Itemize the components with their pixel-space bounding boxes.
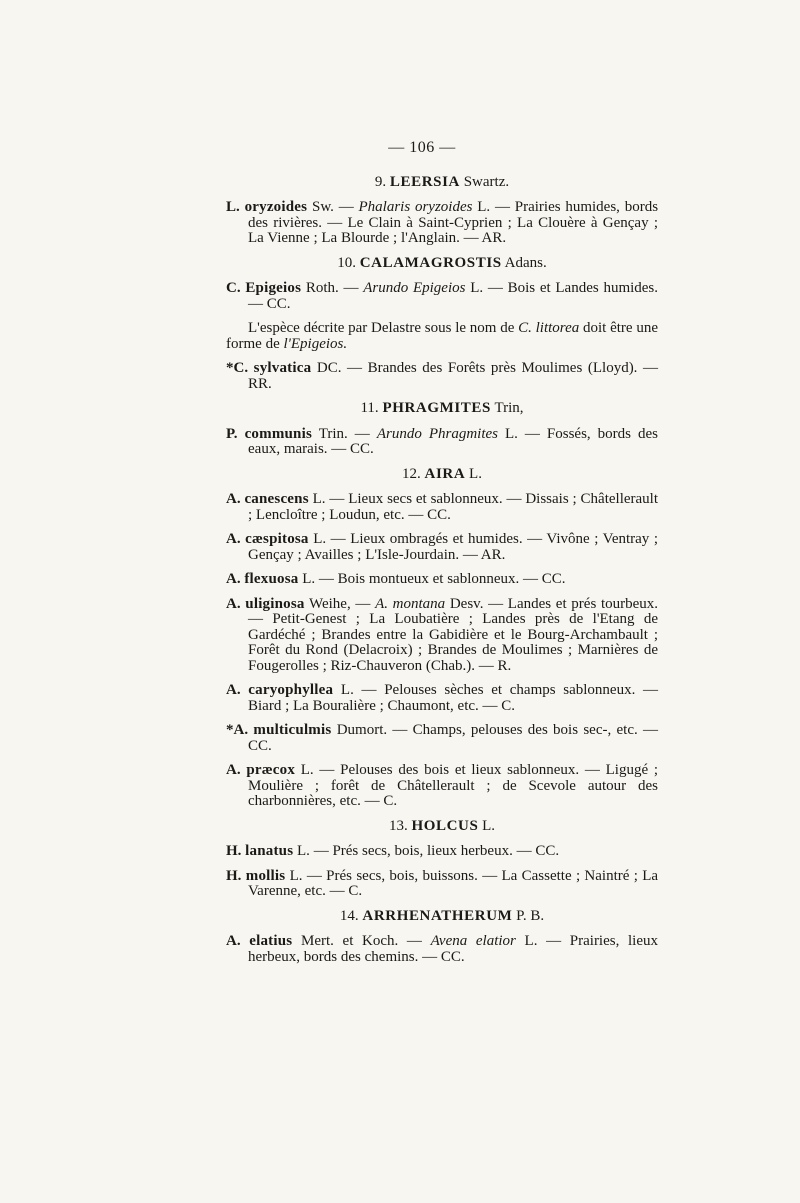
species-author: DC. (316, 360, 342, 376)
genus-number: 11. (360, 400, 379, 416)
habitat-locality: — Fossés, bords des eaux, marais. — CC. (248, 425, 659, 457)
species-name: flexuosa (244, 571, 299, 587)
species-author: Weihe, (309, 595, 351, 612)
genus-number: 13. (388, 817, 408, 834)
species-entry (226, 683, 658, 714)
synonym: Phalaris oryzoides (358, 199, 473, 215)
dash: — (338, 280, 364, 296)
genus-heading (226, 175, 658, 191)
genus-author: L. (469, 465, 482, 482)
genus-abbreviation: P. (226, 425, 238, 442)
genus-name: AIRA (424, 465, 466, 482)
note-italic: l'Epigeios. (283, 335, 348, 352)
habitat-locality: — Landes et prés tourbeux. — Petit-Genest ; La Loubatière ; Landes près de l'Etang de Gardéché ; Brandes entre la Gabidière et le Bourg-Archambault ; Forêt du Rond (Delacroix) ; Brandes de Moulimes ; Marnières de Fougerolles ; Riz-Chauveron (Chab.). — R. (248, 595, 659, 674)
species-name: elatius (249, 933, 293, 949)
star-marker: * (226, 360, 234, 376)
species-author: L. (297, 843, 310, 859)
species-name: præcox (246, 762, 296, 778)
genus-abbreviation: A. (226, 933, 241, 949)
habitat-locality: — Prés secs, bois, lieux herbeux. — CC. (309, 843, 560, 859)
species-name: uliginosa (245, 595, 305, 612)
genus-name: ARRHENATHERUM (362, 907, 513, 924)
genus-number: 14. (339, 907, 359, 924)
note-italic: C. littorea (518, 320, 580, 336)
genus-author: P. B. (516, 907, 545, 924)
species-name: caryophyllea (248, 682, 334, 698)
dash: — (350, 595, 376, 612)
genus-heading (226, 909, 658, 925)
genus-abbreviation: A. (226, 595, 241, 612)
genus-abbreviation: A. (233, 722, 249, 738)
species-author: L. (313, 531, 327, 547)
genus-name: HOLCUS (411, 817, 479, 834)
species-entry (226, 492, 658, 523)
habitat-locality: — Brandes des Forêts près Moulimes (Lloyd). — RR. (248, 360, 658, 392)
habitat-locality: — Pelouses des bois et lieux sablonneux. — Ligugé ; Moulière ; forêt de Châtellerault ; de Scevole autour des charbonnières, etc. — C. (248, 762, 659, 809)
species-entry (226, 572, 658, 588)
species-name: mollis (245, 867, 286, 884)
genus-number: 9. (374, 173, 387, 190)
dash: — (347, 425, 377, 442)
synonym-author: L. (497, 425, 518, 442)
habitat-locality: — Prairies humides, bords des rivières. — Le Clain à Saint-Cyprien ; La Clouère à Gençay ; La Vienne ; La Blourde ; l'Anglain. — AR. (248, 199, 659, 246)
species-author: Roth. (305, 280, 339, 296)
habitat-locality: — Bois et Landes humides. — CC. (248, 280, 659, 312)
note-paragraph (226, 321, 658, 352)
species-author: Mert. et Koch. (300, 933, 399, 949)
habitat-locality: — Bois montueux et sablonneux. — CC. (315, 571, 566, 587)
species-author: L. (302, 571, 316, 587)
species-entry (226, 281, 658, 312)
habitat-locality: — Champs, pelouses des bois sec-, etc. — CC. (248, 722, 659, 754)
species-author: Dumort. (336, 722, 388, 738)
genus-abbreviation: C. (226, 280, 241, 296)
habitat-locality: — Prairies, lieux herbeux, bords des chemins. — CC. (248, 933, 658, 965)
species-entry (226, 597, 658, 675)
synonym-author: L. (465, 280, 484, 296)
species-entry (226, 723, 658, 754)
species-name: canescens (244, 491, 309, 507)
genus-heading (226, 401, 658, 417)
synonym: A. montana (375, 595, 446, 612)
synonym-author: L. (472, 199, 491, 215)
species-author: L. (289, 867, 303, 884)
star-marker: * (226, 722, 234, 738)
species-name: cæspitosa (245, 531, 309, 547)
genus-heading (226, 256, 658, 272)
note-text: L'espèce décrite par Delastre sous le nom de (248, 320, 519, 336)
species-name: communis (244, 425, 312, 442)
genus-author: Swartz. (463, 173, 510, 190)
genus-name: PHRAGMITES (382, 400, 491, 416)
genus-abbreviation: H. (226, 867, 242, 884)
genus-abbreviation: H. (226, 843, 242, 859)
page-number: — 106 — (388, 139, 456, 156)
genus-author: Adans. (504, 254, 547, 271)
dash: — (333, 199, 359, 215)
species-name: oryzoides (244, 199, 308, 215)
synonym: Arundo Epigeios (363, 280, 466, 296)
genus-abbreviation: A. (226, 682, 241, 698)
species-entry (226, 532, 658, 563)
genus-number: 12. (402, 465, 421, 482)
habitat-locality: — Pelouses sèches et champs sablonneux. — Biard ; La Bouralière ; Chaumont, etc. — C. (248, 682, 659, 714)
genus-abbreviation: A. (226, 762, 241, 778)
species-name: multiculmis (253, 722, 332, 738)
genus-name: LEERSIA (389, 173, 460, 190)
species-author: Trin. (318, 425, 348, 442)
genus-abbreviation: A. (226, 491, 241, 507)
species-author: L. (340, 682, 354, 698)
synonym-author: Desv. (445, 595, 484, 612)
synonym: Avena elatior (430, 933, 516, 949)
genus-heading (226, 467, 658, 483)
habitat-locality: — Prés secs, bois, buissons. — La Cassette ; Naintré ; La Varenne, etc. — C. (248, 867, 659, 899)
species-entry (226, 361, 658, 392)
genus-author: L. (482, 817, 496, 834)
species-name: lanatus (245, 843, 294, 859)
synonym: Arundo Phragmites (376, 425, 498, 442)
species-entry (226, 763, 658, 810)
species-author: L. (312, 491, 326, 507)
synonym-author: L. (515, 933, 538, 949)
species-entry (226, 844, 658, 860)
species-author: Sw. (311, 199, 334, 215)
habitat-locality: — Lieux secs et sablonneux. — Dissais ; Châtellerault ; Lencloître ; Loudun, etc. — CC. (248, 491, 659, 523)
genus-abbreviation: L. (226, 199, 240, 215)
genus-number: 10. (337, 254, 356, 271)
species-entry (226, 427, 658, 458)
dash: — (398, 933, 431, 949)
genus-abbreviation: A. (226, 571, 241, 587)
note-text: doit être une forme de (226, 320, 658, 352)
species-entry (226, 200, 658, 247)
genus-heading (226, 819, 658, 835)
species-author: L. (300, 762, 314, 778)
genus-abbreviation: C. (233, 360, 249, 376)
species-entry (226, 869, 658, 900)
species-name: sylvatica (253, 360, 312, 376)
species-name: Epigeios (245, 280, 302, 296)
genus-author: Trin, (494, 400, 524, 416)
genus-name: CALAMAGROSTIS (359, 254, 502, 271)
text-block (226, 140, 658, 974)
species-entry (226, 934, 658, 965)
habitat-locality: — Lieux ombragés et humides. — Vivône ; Ventray ; Gençay ; Availles ; L'Isle-Jourdain. — AR. (248, 531, 659, 563)
genus-abbreviation: A. (226, 531, 241, 547)
